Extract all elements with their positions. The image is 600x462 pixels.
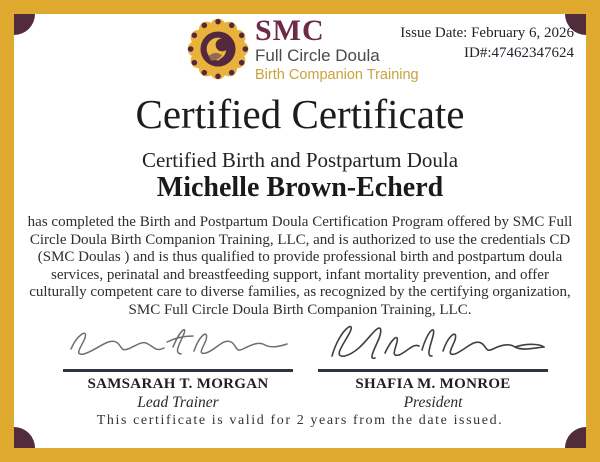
signature-line [63,369,293,372]
smc-logo-text [255,16,419,83]
corner-ornament-top-left [14,14,35,35]
issue-date: Issue Date: February 6, 2026 [400,25,574,41]
smc-logo [185,16,419,83]
signer-title: President [403,394,463,411]
issue-info [400,23,574,63]
signature-block-president [314,316,552,412]
signature-script-shafia-monroe [318,316,548,362]
certificate-body [14,14,586,448]
logo-subtitle-birth-companion-training: Birth Companion Training [255,67,419,83]
corner-ornament-bottom-right [565,427,586,448]
signer-name: SHAFIA M. MONROE [355,376,511,392]
recipient-name: Michelle Brown-Echerd [156,172,444,203]
certificate-title: Certified Certificate [135,91,465,137]
validity-statement: This certificate is valid for 2 years from the date issued. [96,413,504,428]
signature-block-lead-trainer [59,316,297,412]
signature-script-samsarah-morgan [63,316,293,362]
logo-subtitle-full-circle-doula: Full Circle Doula [255,46,380,65]
signer-title: Lead Trainer [137,394,219,411]
signer-name: SAMSARAH T. MORGAN [87,376,269,392]
signature-line [318,369,548,372]
smc-sun-logo-icon [185,16,251,82]
certificate-body-text: has completed the Birth and Postpartum Doula Certification Program offered by SMC Full Circle Doula Birth Companion Training, LLC, and is authorized to use the credentials CD (SMC Doulas ) and is thus qualified to provide professional birth and postpartum doula services, perinatal and breastfeeding support, infant mortality prevention, and offer culturally competent care to diverse families, as recognized by the certifying organization, SMC Full Circle Doula Birth Companion Training, LLC. [27,214,573,318]
certificate-id: ID#:47462347624 [464,45,574,61]
certificate-subtitle: Certified Birth and Postpartum Doula [141,148,459,172]
corner-ornament-bottom-left [14,427,35,448]
logo-brand-name: SMC [255,14,325,47]
